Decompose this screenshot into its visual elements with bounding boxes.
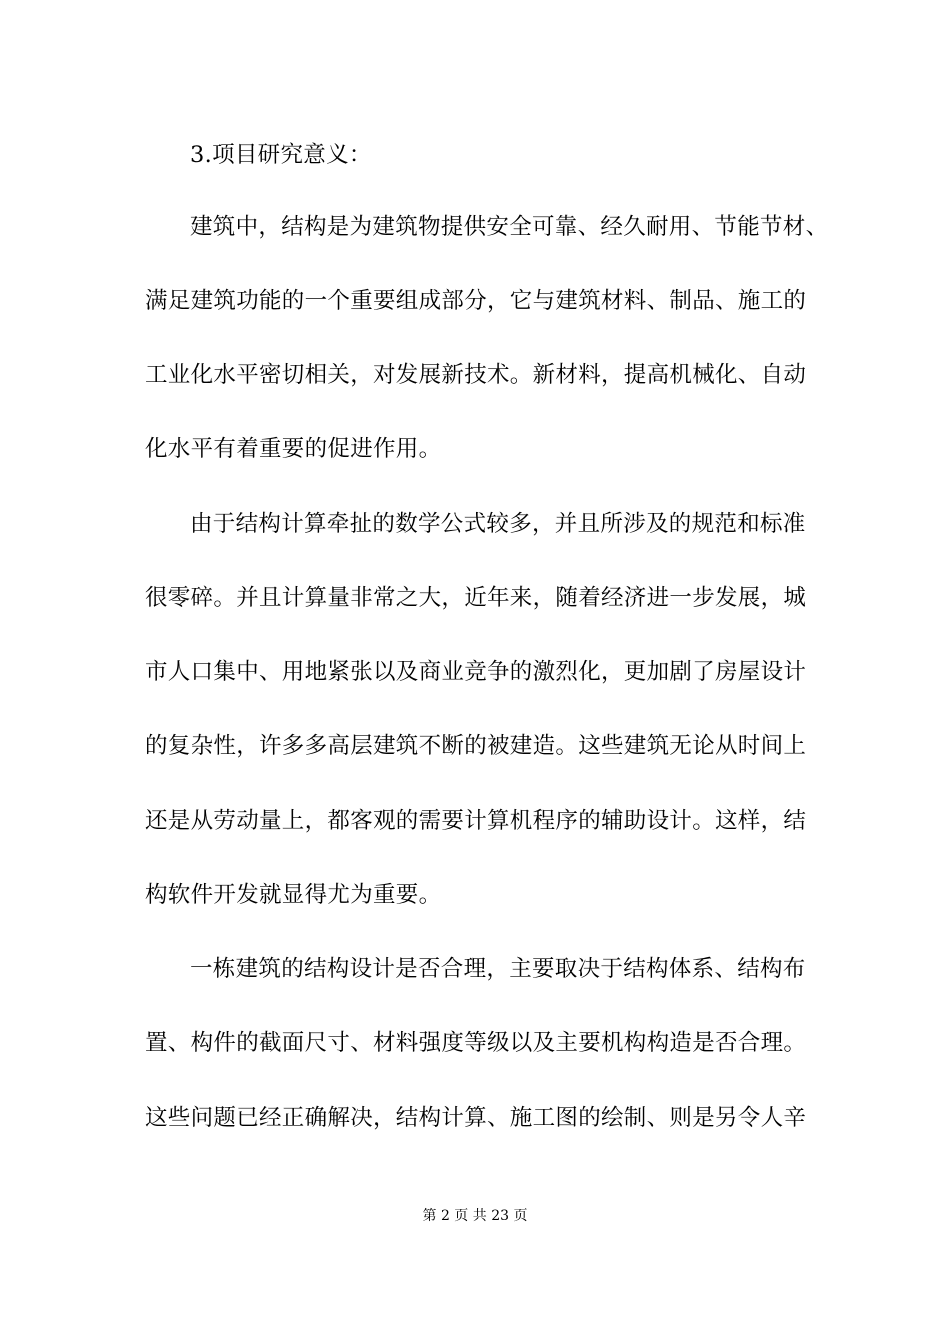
page-number-footer: 第 2 页 共 23 页 xyxy=(422,1208,528,1224)
paragraph-line: 建筑中，结构是为建筑物提供安全可靠、经久耐用、节能节材、 xyxy=(190,214,829,240)
paragraph-line: 的复杂性，许多多高层建筑不断的被建造。这些建筑无论从时间上 xyxy=(145,733,807,759)
paragraph-line: 还是从劳动量上，都客观的需要计算机程序的辅助设计。这样，结 xyxy=(145,808,807,834)
paragraph-line: 置、构件的截面尺寸、材料强度等级以及主要机构构造是否合理。 xyxy=(145,1030,807,1056)
paragraph-line: 很零碎。并且计算量非常之大，近年来，随着经济进一步发展，城 xyxy=(145,585,807,611)
paragraph-line: 市人口集中、用地紧张以及商业竞争的激烈化，更加剧了房屋设计 xyxy=(145,659,807,685)
paragraph-line: 由于结构计算牵扯的数学公式较多，并且所涉及的规范和标准 xyxy=(190,511,806,537)
paragraph-line: 一栋建筑的结构设计是否合理，主要取决于结构体系、结构布 xyxy=(190,956,806,982)
paragraph-line: 这些问题已经正确解决，结构计算、施工图的绘制、则是另令人辛 xyxy=(145,1105,807,1131)
paragraph-line: 满足建筑功能的一个重要组成部分，它与建筑材料、制品、施工的 xyxy=(145,288,807,314)
paragraph-line: 工业化水平密切相关，对发展新技术。新材料，提高机械化、自动 xyxy=(145,362,807,388)
paragraph-line: 化水平有着重要的促进作用。 xyxy=(145,436,442,462)
paragraph-line: 构软件开发就显得尤为重要。 xyxy=(145,882,442,908)
section-heading: 3.项目研究意义： xyxy=(190,142,372,168)
